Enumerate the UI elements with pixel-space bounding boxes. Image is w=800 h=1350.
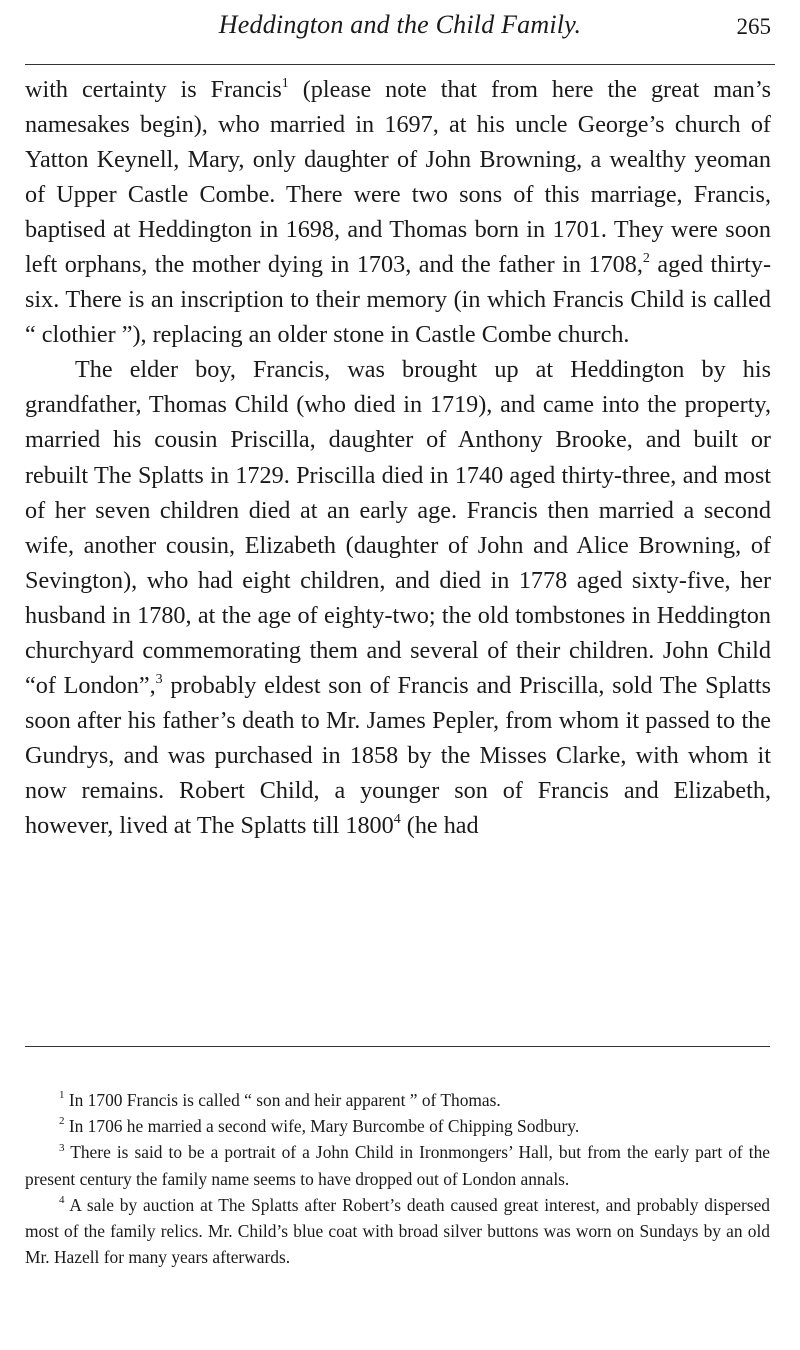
page-header [25, 6, 775, 42]
footnote-ref-2: 2 [642, 251, 650, 267]
body-text [25, 72, 771, 843]
footnote-text-2: In 1706 he married a second wife, Mary Burcombe of Chipping Sodbury. [64, 1116, 580, 1137]
footnote-text-1: In 1700 Francis is called “ son and heir apparent ” of Thomas. [64, 1090, 501, 1110]
header-rule [25, 64, 775, 65]
footnotes [25, 1087, 770, 1270]
footnote-3 [25, 1139, 770, 1191]
footnote-text-3: There is said to be a portrait of a John Child in Ironmongers’ Hall, but from the early part of the present century the family name seems to have dropped out of London annals. [25, 1142, 770, 1189]
page-number: 265 [736, 14, 771, 39]
paragraph-1-part-c: aged thirty-six. There is an inscription to their memory (in which Francis Child is called “ clothier ”), replacing an older stone in Castle Combe church. [25, 251, 771, 349]
footnote-1 [25, 1087, 770, 1113]
footnote-mark-4: 4 [59, 1194, 65, 1207]
paragraph-1-part-b: (please note that from here the great man’s namesakes begin), who married in 1697, at his uncle George’s church of Yatton Keynell, Mary, only daughter of John Browning, a wealthy yeoman of Upper Castle Combe. There were two sons of this marriage, Francis, baptised at Heddington in 1698, and Thomas born in 1701. They were soon left orphans, the mother dying in 1703, and the father in 1708, [25, 76, 772, 279]
paragraph-2-part-c: (he had [400, 811, 479, 839]
footnote-2 [25, 1113, 770, 1139]
paragraph-2-part-a: The elder boy, Francis, was brought up at Heddington by his grandfather, Thomas Child (who died in 1719), and came into the property, married his cousin Priscilla, daughter of Anthony Brooke, and built or rebuilt The Splatts in 1729. Priscilla died in 1740 aged thirty-three, and most of her seven children died at an early age. Francis then married a second wife, another cousin, Elizabeth (daughter of John and Alice Browning, of Sevington), who had eight children, and died in 1778 aged sixty-five, her husband in 1780, at the age of eighty-two; the old tombstones in Heddington churchyard commemorating them and several of their children. John Child “of London”, [25, 356, 771, 699]
footnote-4 [25, 1192, 770, 1271]
footnote-rule [25, 1046, 770, 1047]
footnote-text-4: A sale by auction at The Splatts after Robert’s death caused great interest, and probably dispersed most of the family relics. Mr. Child’s blue coat with broad silver buttons was worn on Sundays by an old Mr. Hazell for many years afterwards. [25, 1194, 770, 1268]
footnote-mark-1: 1 [59, 1089, 65, 1102]
running-title: Heddington and the Child Family. [218, 10, 582, 39]
paragraph-2 [25, 352, 771, 843]
paragraph-1-part-a: with certainty is Francis [25, 76, 282, 103]
footnote-mark-3: 3 [59, 1141, 65, 1154]
paragraph-2-part-b: probably eldest son of Francis and Priscilla, sold The Splatts soon after his father’s death to Mr. James Pepler, from whom it passed to the Gundrys, and was purchased in 1858 by the Misses Clarke, with whom it now remains. Robert Child, a younger son of Francis and Elizabeth, however, lived at The Splatts till 1800 [25, 671, 771, 839]
footnote-ref-3: 3 [155, 671, 163, 687]
footnote-ref-4: 4 [393, 811, 401, 827]
paragraph-1 [25, 72, 771, 352]
footnote-mark-2: 2 [59, 1115, 65, 1128]
footnote-ref-1: 1 [281, 75, 289, 91]
